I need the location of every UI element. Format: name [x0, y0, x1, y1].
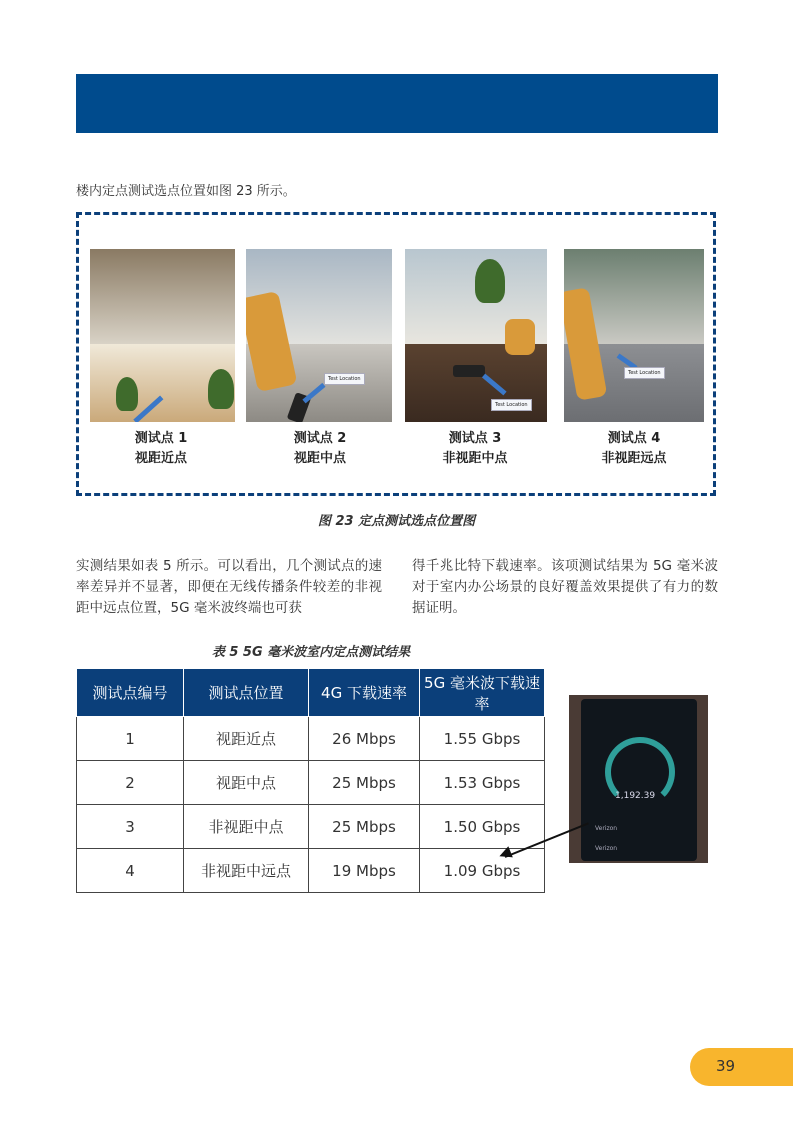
- point-name: 测试点 2: [293, 431, 347, 446]
- table-cell: 1.55 Gbps: [420, 717, 545, 761]
- point-name: 测试点 1: [134, 431, 188, 446]
- phone-screen: [581, 699, 697, 861]
- table-cell: 2: [77, 761, 184, 805]
- table-cell: 25 Mbps: [309, 761, 420, 805]
- table-cell: 非视距中远点: [184, 849, 309, 893]
- test-location-tag: Test Location: [491, 399, 532, 411]
- table-header-cell: 测试点编号: [77, 669, 184, 717]
- table-cell: 非视距中点: [184, 805, 309, 849]
- intro-text: 楼内定点测试选点位置如图 23 所示。: [76, 184, 296, 199]
- speedtest-photo: [569, 695, 708, 863]
- results-table: [76, 668, 545, 893]
- table-cell: 25 Mbps: [309, 805, 420, 849]
- table-cell: 1.53 Gbps: [420, 761, 545, 805]
- test-point-1-label: [86, 429, 236, 469]
- page-number: 39: [716, 1057, 736, 1075]
- table-row: [77, 761, 545, 805]
- point-desc: 非视距远点: [601, 451, 667, 466]
- table-cell: 19 Mbps: [309, 849, 420, 893]
- table-cell: 4: [77, 849, 184, 893]
- speed-value: 1,192.39: [615, 791, 656, 801]
- paragraph-left: 实测结果如表 5 所示。可以看出，几个测试点的速率差异并不显著，即便在无线传播条件较差的非视距中远点位置，5G 毫米波终端也可获: [76, 558, 382, 616]
- table-row: [77, 805, 545, 849]
- table-cell: 1.50 Gbps: [420, 805, 545, 849]
- point-desc: 视距近点: [134, 451, 187, 466]
- test-point-2-photo: [246, 249, 392, 422]
- header-bar: [76, 74, 718, 133]
- point-desc: 非视距中点: [442, 451, 508, 466]
- table-cell: 1: [77, 717, 184, 761]
- table-cell: 26 Mbps: [309, 717, 420, 761]
- test-point-3-label: [400, 429, 550, 469]
- table-cell: 1.09 Gbps: [420, 849, 545, 893]
- test-location-tag: Test Location: [324, 373, 365, 385]
- carrier-label: Verizon: [595, 825, 618, 832]
- test-point-4-photo: [564, 249, 704, 422]
- table-header-row: [77, 669, 545, 717]
- point-name: 测试点 3: [448, 431, 502, 446]
- page-tab: [690, 1048, 793, 1086]
- table-cell: 视距中点: [184, 761, 309, 805]
- table-row: [77, 849, 545, 893]
- paragraph-right: 得千兆比特下载速率。该项测试结果为 5G 毫米波对于室内办公场景的良好覆盖效果提供了有力的数据证明。: [412, 558, 718, 616]
- figure-caption: 图 23 定点测试选点位置图: [317, 514, 476, 529]
- table-row: [77, 717, 545, 761]
- test-point-1-photo: [90, 249, 235, 422]
- table-header-cell: 测试点位置: [184, 669, 309, 717]
- point-name: 测试点 4: [607, 431, 661, 446]
- figure-frame: [76, 212, 716, 496]
- table-cell: 3: [77, 805, 184, 849]
- test-point-4-label: [559, 429, 709, 469]
- table-cell: 视距近点: [184, 717, 309, 761]
- test-point-2-label: [245, 429, 395, 469]
- point-desc: 视距中点: [293, 451, 346, 466]
- carrier-label: Verizon: [595, 845, 618, 852]
- test-point-3-photo: [405, 249, 547, 422]
- table-header-cell: 5G 毫米波下载速率: [420, 669, 545, 717]
- table-caption: 表 5 5G 毫米波室内定点测试结果: [211, 645, 411, 660]
- table-header-cell: 4G 下载速率: [309, 669, 420, 717]
- test-location-tag: Test Location: [624, 367, 665, 379]
